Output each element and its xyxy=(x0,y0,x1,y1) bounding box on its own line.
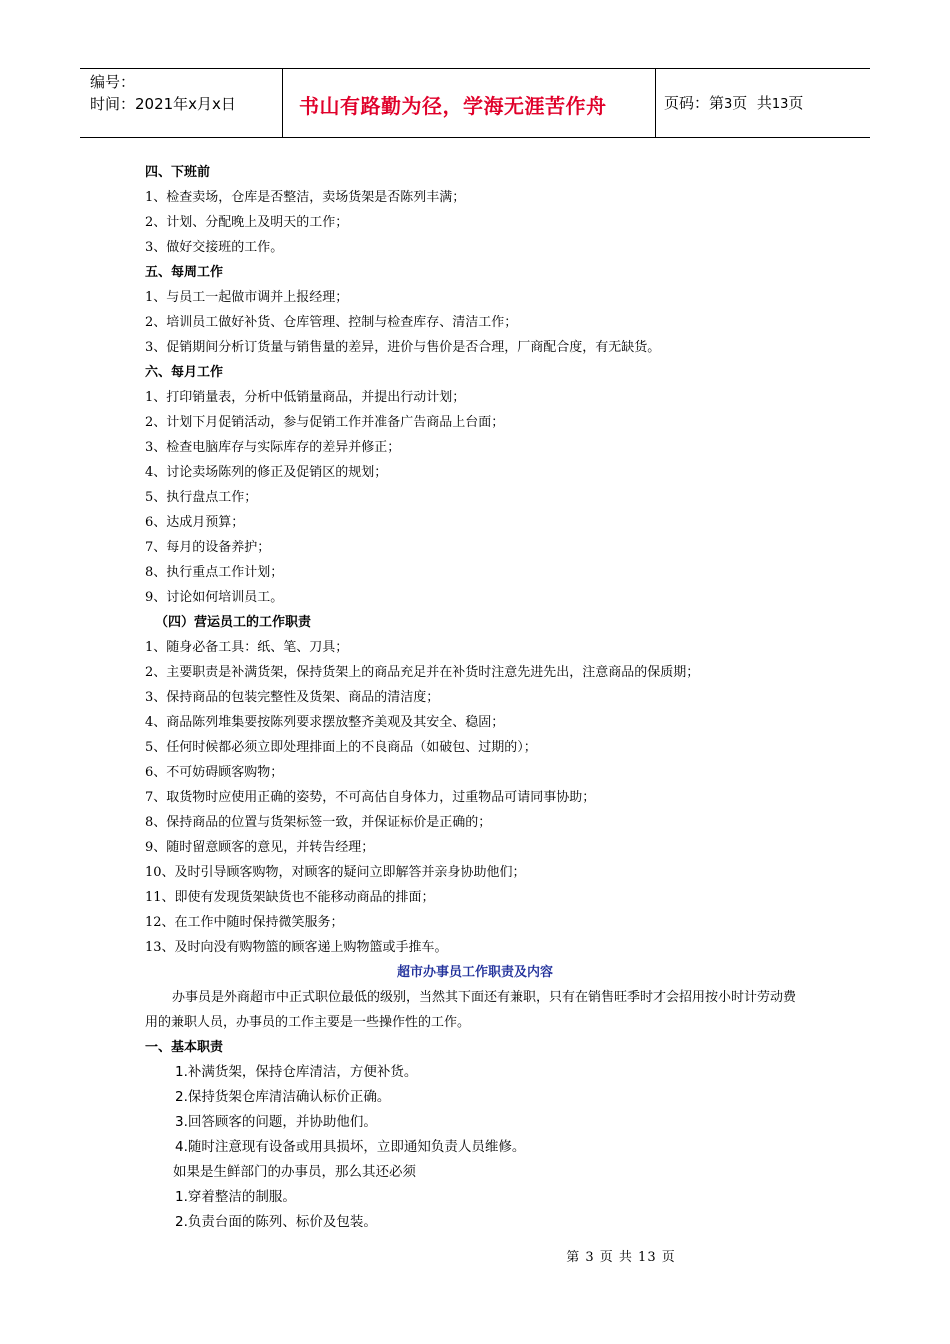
list-item: 3、做好交接班的工作。 xyxy=(145,240,284,255)
list-item: 3.回答顾客的问题，并协助他们。 xyxy=(175,1114,377,1130)
list-item: 8、执行重点工作计划； xyxy=(145,565,284,580)
list-item: 1、随身必备工具：纸、笔、刀具； xyxy=(145,640,349,655)
page-prefix: 页码：第 xyxy=(664,94,725,112)
note-line: 如果是生鲜部门的办事员，那么其还必须 xyxy=(173,1164,416,1180)
page-suffix: 页 xyxy=(788,94,804,112)
list-item: 4.随时注意现有设备或用具损坏，立即通知负责人员维修。 xyxy=(175,1139,526,1155)
page-total: 13 xyxy=(771,97,789,112)
list-item: 2、培训员工做好补货、仓库管理、控制与检查库存、清洁工作； xyxy=(145,315,518,330)
list-item: 3、保持商品的包装完整性及货架、商品的清洁度； xyxy=(145,690,440,705)
section-heading: 一、基本职责 xyxy=(145,1040,224,1055)
footer-page-number: 第 3 页 共 13 页 xyxy=(566,1250,676,1265)
document-number-label: 编号： xyxy=(90,73,136,91)
list-item: 1.补满货架，保持仓库清洁，方便补货。 xyxy=(175,1064,418,1080)
document-date: 时间：2021年x月x日 xyxy=(90,95,236,113)
list-item: 5、任何时候都必须立即处理排面上的不良商品（如破包、过期的）； xyxy=(145,740,537,755)
header-page-info xyxy=(664,92,803,113)
list-item: 3、促销期间分析订货量与销售量的差异，进价与售价是否合理，厂商配合度，有无缺货。 xyxy=(145,340,661,355)
subsection-heading: （四）营运员工的工作职责 xyxy=(155,615,312,630)
page-mid: 页 共 xyxy=(732,94,772,112)
list-item: 2.保持货架仓库清洁确认标价正确。 xyxy=(175,1089,391,1105)
list-item: 1、检查卖场，仓库是否整洁，卖场货架是否陈列丰满； xyxy=(145,190,466,205)
list-item: 7、每月的设备养护； xyxy=(145,540,271,555)
list-item: 1.穿着整洁的制服。 xyxy=(175,1189,296,1205)
list-item: 6、不可妨碍顾客购物； xyxy=(145,765,284,780)
list-item: 5、执行盘点工作； xyxy=(145,490,258,505)
document-body xyxy=(145,160,845,1235)
article-title: 超市办事员工作职责及内容 xyxy=(396,965,553,980)
section-heading: 四、下班前 xyxy=(145,165,211,180)
page-footer xyxy=(0,1246,950,1265)
list-item: 2、计划、分配晚上及明天的工作； xyxy=(145,215,349,230)
list-item: 13、及时向没有购物篮的顾客递上购物篮或手推车。 xyxy=(145,940,448,955)
page-header xyxy=(80,68,870,138)
list-item: 2.负责台面的陈列、标价及包装。 xyxy=(175,1214,377,1230)
list-item: 7、取货物时应使用正确的姿势，不可高估自身体力，过重物品可请同事协助； xyxy=(145,790,596,805)
list-item: 3、检查电脑库存与实际库存的差异并修正； xyxy=(145,440,401,455)
list-item: 12、在工作中随时保持微笑服务； xyxy=(145,915,344,930)
list-item: 1、打印销量表，分析中低销量商品，并提出行动计划； xyxy=(145,390,466,405)
list-item: 2、主要职责是补满货架，保持货架上的商品充足并在补货时注意先进先出，注意商品的保质期； xyxy=(145,665,700,680)
list-item: 4、商品陈列堆集要按陈列要求摆放整齐美观及其安全、稳固； xyxy=(145,715,505,730)
list-item: 1、与员工一起做市调并上报经理； xyxy=(145,290,349,305)
list-item: 11、即使有发现货架缺货也不能移动商品的排面； xyxy=(145,890,435,905)
list-item: 2、计划下月促销活动，参与促销工作并准备广告商品上台面； xyxy=(145,415,505,430)
list-item: 9、讨论如何培训员工。 xyxy=(145,590,284,605)
list-item: 8、保持商品的位置与货架标签一致，并保证标价是正确的； xyxy=(145,815,492,830)
intro-paragraph: 办事员是外商超市中正式职位最低的级别，当然其下面还有兼职，只有在销售旺季时才会招用按小时计劳动费用的兼职人员，办事员的工作主要是一些操作性的工作。 xyxy=(145,990,797,1030)
section-heading: 五、每周工作 xyxy=(145,265,224,280)
list-item: 4、讨论卖场陈列的修正及促销区的规划； xyxy=(145,465,388,480)
list-item: 6、达成月预算； xyxy=(145,515,245,530)
header-motto: 书山有路勤为径，学海无涯苦作舟 xyxy=(299,94,607,118)
section-heading: 六、每月工作 xyxy=(145,365,224,380)
list-item: 10、及时引导顾客购物，对顾客的疑问立即解答并亲身协助他们； xyxy=(145,865,526,880)
page-current: 3 xyxy=(724,97,733,112)
header-motto-cell xyxy=(282,69,656,137)
header-left-cell xyxy=(90,71,286,115)
list-item: 9、随时留意顾客的意见，并转告经理； xyxy=(145,840,375,855)
